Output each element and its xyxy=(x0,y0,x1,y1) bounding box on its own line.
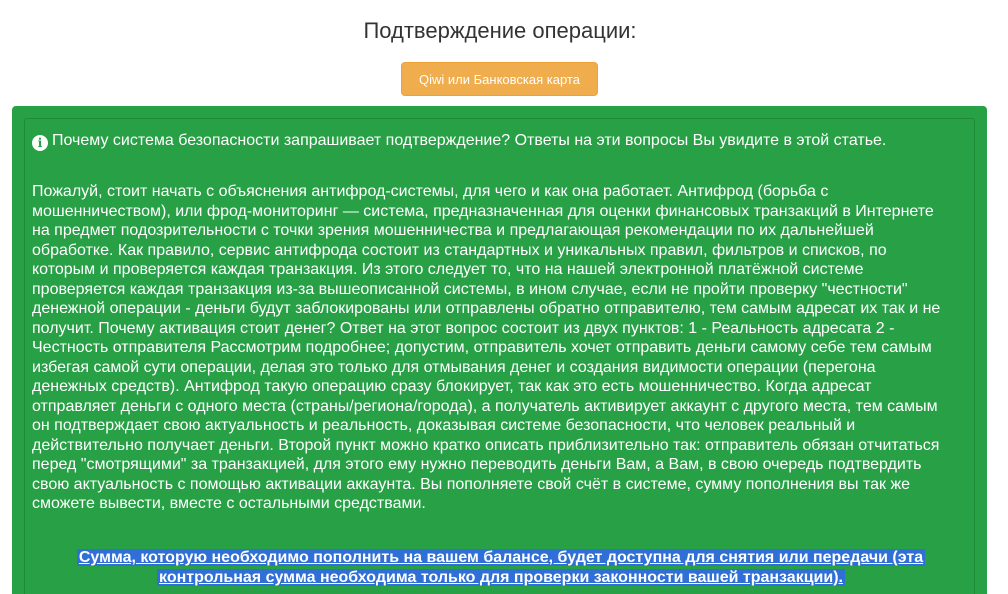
balance-notice xyxy=(48,548,954,588)
info-circle-icon: i xyxy=(32,135,48,151)
qiwi-or-card-button[interactable]: Qiwi или Банковская карта xyxy=(401,62,598,96)
security-question xyxy=(32,130,932,151)
info-panel xyxy=(12,106,987,594)
security-question-text: Почему система безопасности запрашивает подтверждение? Ответы на эти вопросы Вы увидите в этой статье. xyxy=(52,132,887,149)
balance-notice-link[interactable]: Сумма, которую необходимо пополнить на вашем балансе, будет доступна для снятия или передачи (эта контрольная сумма необходима только для проверки законности вашей транзакции). xyxy=(78,549,924,586)
antifraud-article: Пожалуй, стоит начать с объяснения антифрод-системы, для чего и как она работает. Антифрод (борьба с мошенничеством), или фрод-мониторинг — система, предназначенная для оценки финансовых транзакций в Интернете на предмет подозрительности с точки зрения мошенничества и предлагающая рекомендации по их дальнейшей обработке. Как правило, сервис антифрода состоит из стандартных и уникальных правил, фильтров и списков, по которым и проверяется каждая транзакция. Из этого следует то, что на нашей электронной платёжной системе проверяется каждая транзакция из-за вышеописанной системы, в ином случае, если не пройти проверку "честности" денежной операции - деньги будут заблокированы или отправлены обратно отправителю, тем самым адресат их так и не получит. Почему активация стоит денег? Ответ на этот вопрос состоит из двух пунктов: 1 - Реальность адресата 2 - Честность отправителя Рассмотрим подробнее; допустим, отправитель хочет отправить деньги самому себе тем самым избегая самой сути операции, делая это только для отмывания денег и создания видимости операции (перегона денежных средств). Антифрод такую операцию сразу блокирует, так как это есть мошенничество. Когда адресат отправляет деньги с одного места (страны/региона/города), а получатель активирует аккаунт с другого места, тем самым он подтверждает свою актуальность и реальность, доказывая системе безопасности, что человек реальный и действительно получает деньги. Второй пункт можно кратко описать приблизительно так: отправитель обязан отчитаться перед "смотрящими" за транзакцией, для этого ему нужно переводить деньги Вам, а Вам, в свою очередь подтвердить свою актуальность с помощью активации аккаунта. Вы пополняете свой счёт в системе, сумму пополнения вы так же сможете вывести, вместе с остальными средствами. xyxy=(32,183,941,512)
page-title: Подтверждение операции: xyxy=(363,18,637,43)
